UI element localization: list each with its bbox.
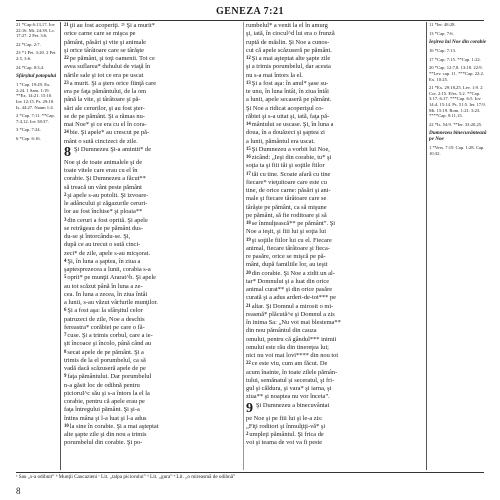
verse-number: 13	[246, 80, 251, 86]
verse-text: şi orice târâtoare care se târăşte	[64, 46, 145, 54]
verse-text: patruzeci de zile, Noe a deschis	[64, 315, 145, 323]
verse-line	[64, 105, 240, 113]
verse-line	[246, 30, 423, 38]
verse-line	[246, 385, 423, 393]
verse-text: ţii au fost acoperiţi. ²¹ Şi a murit*	[69, 22, 155, 29]
verse-text: rumbelul* a venit la el în amurg	[246, 22, 328, 29]
cross-reference: 6 *Cap. 6:16.	[16, 135, 41, 141]
verse-text: din nou pământul din cauza	[246, 327, 317, 335]
verse-number: 22	[246, 361, 251, 367]
verse-number: 3	[64, 217, 67, 223]
cross-reference: 13 *Cap. 7:6.	[429, 30, 454, 36]
verse-line	[64, 88, 240, 96]
verse-text: tar* Domnului şi a luat din orice	[246, 277, 330, 285]
verse-line	[64, 299, 240, 307]
verse-text: omului, pentru că gândul*** inimii	[246, 335, 337, 343]
cross-reference: 21 *Cap.6:13,17. Iov 22:16. Mt. 24:39. Lc. 17:27. 2 Pet. 3:6.	[16, 22, 56, 39]
verse-text: fereastra* corăbiei pe care o fă-	[64, 323, 145, 331]
verse-line	[246, 22, 423, 30]
verse-text: Şi Dumnezeu a binecuvântat	[256, 401, 330, 409]
cross-reference: 11 *Ier. 48:28.	[429, 22, 456, 27]
verse-text: voi şi teama de voi va fi peste	[246, 439, 323, 447]
verse-line	[246, 319, 423, 327]
verse-text: Noe şi de toate animalele şi de	[64, 158, 143, 166]
verse-text: curată şi a adus arderi-de-tot*** pe	[246, 294, 336, 302]
cross-reference: 22 *Is. 54:9. **Ier. 33:20,25.	[429, 121, 483, 127]
verse-text: pământ, păsări şi vite şi animale	[64, 38, 146, 46]
verse-line	[246, 80, 423, 88]
verse-line	[246, 303, 423, 311]
verse-text: mântului se uscase. Şi, în luna a	[251, 121, 334, 128]
verse-line	[246, 423, 423, 431]
verse-line	[246, 171, 423, 179]
verse-number: 24	[64, 130, 69, 136]
cross-reference: 20 *Cap. 12:7,8. 13:18. 22:9. **Lev. cap. 11. ***Cap. 22:2. Ex. 10:25.	[429, 65, 485, 82]
verse-text: Şi a fost aşa: în anul* şase su-	[251, 79, 329, 87]
verse-line	[246, 431, 423, 439]
verse-text: sări ale cerurilor, şi au fost şter-	[64, 104, 145, 112]
verse-text: avea suflarea* duhului de viaţă în	[64, 63, 151, 71]
verse-line	[64, 365, 240, 373]
verse-line	[64, 406, 240, 414]
verse-line	[64, 307, 240, 315]
verse-number: 21	[246, 303, 251, 309]
verse-text: a lunii, apele secaseră pe pământ.	[246, 96, 332, 104]
verse-line	[64, 332, 240, 340]
verse-line	[246, 39, 423, 47]
verse-text: a lunii, s-au văzut vârfurile munţilor.	[64, 299, 158, 306]
cross-reference: 2 *Cap. 7:11. **Cap. 7:4,12. Iov 38:37.	[16, 113, 55, 124]
verse-text: şi soţiile fiilor lui cu el. Fiecare	[251, 236, 332, 244]
verse-line	[246, 113, 423, 121]
verse-line	[246, 270, 423, 278]
verse-text: omului este rău din tinereţea lui;	[246, 343, 329, 351]
footnote-divider	[16, 472, 484, 473]
verse-number: 17	[246, 171, 251, 177]
verse-text: re pasăre, orice se mişcă pe pă-	[246, 253, 326, 260]
verse-line	[64, 121, 240, 129]
verse-line	[64, 200, 240, 208]
section-heading: Sfârşitul potopului	[16, 73, 57, 80]
verse-number: 20	[246, 270, 251, 276]
verse-number: 2	[246, 432, 249, 437]
verse-line	[64, 390, 240, 398]
verse-text: n-a găsit loc de odihnă pentru	[64, 381, 140, 389]
verse-text: după ce au trecut o sută cinci-	[64, 241, 141, 249]
verse-line	[246, 47, 423, 55]
verse-text: bie. Şi apele* au crescut pe pă-	[69, 129, 150, 137]
chapter-number: 8	[64, 145, 71, 159]
verse-text: Şi Noe a ridicat acoperişul co-	[246, 104, 324, 112]
footnotes: ᵃ Sau „s-a odihnit” ᵇ Munţii Caucazieni ᶜ Lit. „talpa piciorului” ᵈ Lit. „gura” ᵉ Lit. „o mireasmă de odihnă”	[16, 474, 236, 480]
verse-line	[64, 274, 240, 282]
verse-line	[64, 431, 240, 439]
verse-number: 14	[246, 122, 251, 127]
verse-line	[64, 382, 240, 390]
verse-text: le adâncului şi zăgazurile ceruri-	[64, 200, 148, 207]
verse-text: soţia ta şi fiii tăi şi soţiile fiilor	[246, 162, 325, 170]
verse-text: faţa întregului pământ. Şi şi-a	[64, 406, 140, 414]
verse-line	[64, 113, 240, 121]
verse-text: se înmulţească** pe pământ”. Şi	[251, 220, 336, 227]
verse-text: umpleţi pământul. Şi frica de	[249, 431, 324, 438]
verse-text: reasmă* plăcută^e şi Domnul a zis	[246, 310, 335, 318]
verse-line	[64, 129, 240, 137]
cross-reference: 22 *Cap. 2:7.	[16, 41, 41, 47]
verse-number: 9	[64, 374, 67, 380]
verse-text: din ceruri a fost oprită. Şi apele	[67, 216, 148, 224]
verse-text: trimis de la el porumbelul, ca să	[64, 356, 146, 364]
verse-line	[246, 72, 423, 80]
verse-line	[246, 393, 423, 401]
verse-text: doua, în a douăzeci şi şaptea zi	[246, 129, 325, 137]
right-column-rule	[426, 22, 427, 470]
verse-line	[246, 344, 423, 352]
verse-text: Şi Dumnezeu Şi-a amintit* de	[74, 145, 152, 153]
verse-text: zeci* de zile, apele s-au micşorat.	[64, 249, 151, 257]
verse-text: nările sale şi tot ce era pe uscat	[64, 71, 144, 79]
verse-text: du-se şi întorcându-se. Şi,	[64, 233, 131, 240]
verse-line	[246, 88, 423, 96]
verse-text: nu s-a mai întors la el.	[246, 71, 303, 79]
verse-text: a murit. Şi a şters orice fiinţă care	[69, 79, 157, 87]
verse-text: animal curat** şi din orice pasăre	[246, 286, 333, 293]
verse-text: acum înainte, în toate zilele pămân-	[246, 368, 338, 376]
verse-line	[64, 291, 240, 299]
verse-number: 4	[64, 258, 67, 264]
verse-text: tine, de orice carne: păsări şi ani-	[246, 187, 331, 194]
verse-line	[64, 175, 240, 183]
verse-line	[64, 423, 240, 431]
verse-line	[64, 258, 240, 266]
verse-text: în inima Sa: „Nu voi mai blestema**	[246, 319, 341, 326]
verse-text: răbiei şi s-a uitat şi, iată, faţa pă-	[246, 112, 330, 120]
cross-reference: 24 *Cap. 8:3,4.	[16, 64, 45, 70]
verse-line	[64, 283, 240, 291]
verse-text: gul şi căldura, şi vara* şi iarna, şi	[246, 385, 332, 392]
verse-text: Şi, în luna a şaptea, în ziua a	[67, 257, 141, 265]
verse-line	[64, 184, 240, 192]
verse-line	[64, 439, 240, 447]
cross-reference: 21 *Ex. 29:18,25. Lev. 1:9. 2 Cor. 2:15. Efes. 5:2. **Cap. 3:17. 6:17. ***Cap. 6:5. Iov 14:4. 15:14. Ps. 51:5. Ier. 17:9. Mt. 15:19. Rom. 1:21. 3:23. ****Cap. 9:11,15.	[429, 85, 486, 119]
verse-line	[246, 228, 423, 236]
cross-reference: 1 *Vers. 7:19. Cap. 1:28. Cap. 10:32.	[429, 145, 485, 156]
verse-number: 21	[64, 23, 69, 28]
left-column-rule	[60, 22, 61, 470]
verse-text: mai Noe* şi ce era cu el în cora-	[64, 121, 147, 128]
verse-number: 16	[246, 155, 251, 160]
section-heading: Dumnezeu binecuvântează pe Noe	[429, 130, 487, 143]
verse-text: „Fiţi roditori şi înmulţiţi-vă* şi	[246, 422, 326, 430]
verse-line	[64, 39, 240, 47]
verse-line	[246, 55, 423, 63]
verse-line	[64, 55, 240, 63]
verse-text: pe Noe şi pe fiii lui şi le-a zis:	[246, 414, 323, 422]
section-heading: Ieşirea lui Noe din corabie	[429, 39, 487, 46]
middle-column-rule	[243, 22, 244, 470]
verse-text: porumbelul din corabie. Şi po-	[64, 439, 143, 447]
verse-line	[246, 327, 423, 335]
verse-text: secat apele de pe pământ. Şi a	[67, 348, 144, 356]
verse-text: tăi cu tine. Scoate afară cu tine	[251, 170, 331, 178]
chapter-number: 9	[246, 401, 253, 415]
verse-line	[64, 324, 240, 332]
verse-text: târăşte pe pământ, ca să mişune	[246, 203, 327, 211]
verse-text: mânt, după familiile lor, au ieşit	[246, 261, 328, 269]
verse-number: 6	[64, 308, 67, 314]
header-divider	[16, 20, 484, 21]
verse-text: până la vite, şi târâtoare şi pă-	[64, 96, 141, 104]
verse-number: 2	[64, 192, 67, 198]
verse-text: mânt o sută cincizeci de zile.	[64, 137, 138, 145]
verse-number: 7	[64, 333, 67, 338]
verse-text: cuse. Şi a trimis corbul, care a ie-	[67, 332, 153, 339]
verse-text: te unu, în luna întâi, în ziua întâi	[246, 88, 329, 95]
verse-text: a lunii, pământul era uscat.	[246, 137, 315, 145]
verse-line	[246, 253, 423, 261]
verse-line	[64, 266, 240, 274]
verse-text: corabie, pentru că apele erau pe	[64, 398, 145, 405]
verse-line	[64, 72, 240, 80]
verse-text: lor au fost închise* şi ploaia**	[64, 208, 143, 216]
verse-line	[246, 439, 423, 447]
verse-text: fiecare* vieţuitoare care este cu	[246, 178, 327, 186]
verse-text: Noe a ieşit, şi fiii lui şi soţia lui	[246, 228, 327, 236]
verse-line	[64, 30, 240, 38]
verse-line	[246, 278, 423, 286]
cross-reference: 17 *Cap. 7:15. **Cap. 1:22.	[429, 56, 481, 62]
verse-line	[64, 192, 240, 200]
verse-line	[64, 357, 240, 365]
verse-line	[246, 360, 423, 368]
verse-line	[64, 415, 240, 423]
cross-reference: 3 *Cap. 7:24.	[16, 127, 41, 133]
verse-number: 18	[246, 221, 251, 226]
verse-line	[64, 340, 240, 348]
verse-text: ruptă de măslin. Şi Noe a cunos-	[246, 38, 330, 46]
verse-line	[246, 377, 423, 385]
verse-text: oprit* pe munţii Ararat^b. Şi apele	[67, 274, 156, 282]
cross-reference: 23 *1 Pet. 3:20. 2 Pet. 2:5, 3:6.	[16, 50, 57, 61]
verse-line	[64, 146, 240, 159]
verse-text: ziua** şi noaptea nu vor înceta”.	[246, 393, 330, 401]
verse-line	[246, 138, 423, 146]
verse-text: alte şapte zile şi din nou a trimis	[64, 431, 147, 438]
verse-line	[246, 220, 423, 228]
verse-text: şi apele s-au potolit. Şi izvoare-	[67, 191, 149, 199]
verse-line	[64, 233, 240, 241]
verse-text: şaptesprezecea a lunii, corabia s-a	[64, 266, 151, 273]
verse-text: zicând: „Ieşi din corabie, tu* şi	[251, 154, 332, 161]
verse-line	[246, 154, 423, 162]
verse-line	[64, 138, 240, 146]
verse-number: 8	[64, 349, 67, 355]
cross-reference: 16 *Cap. 7:13.	[429, 48, 457, 54]
verse-number: 23	[64, 80, 69, 86]
verse-text: vadă dacă scăzuseră apele de pe	[64, 365, 146, 372]
verse-line	[64, 80, 240, 88]
verse-text: cea. În luna a zecea, în ziua întâi	[64, 290, 148, 298]
cross-reference: 1 *Cap. 19:29. Ex. 2:24. 1 Sam. 1:19. **Ex. 14:21. 15:10. Iov 12:15. Ps. 29:10. Is. 44:27. Naum 1:4.	[16, 82, 55, 110]
verse-text: ce este viu, cum am făcut. De	[251, 360, 328, 368]
verse-line	[246, 286, 423, 294]
verse-line	[64, 159, 240, 167]
verse-line	[246, 121, 423, 129]
verse-line	[64, 225, 240, 233]
verse-number: 15	[246, 146, 251, 152]
verse-line	[246, 105, 423, 113]
verse-text: tului, semănatul şi seceratul, şi fri-	[246, 376, 335, 384]
verse-number: 12	[246, 56, 251, 61]
verse-text: picioruI^c său şi s-a întors la el la	[64, 389, 150, 397]
verse-text: male şi fiecare târâtoare care se	[246, 195, 327, 203]
verse-text: orice carne care se mişca pe	[64, 30, 136, 38]
verse-line	[246, 336, 423, 344]
verse-line	[64, 398, 240, 406]
verse-text: altar. Şi Domnul a mirosit o mi-	[251, 302, 334, 310]
verse-text: pe pământ, şi toţi oamenii. Tot ce	[69, 55, 155, 62]
verse-line	[246, 187, 423, 195]
verse-number: 5	[64, 275, 67, 281]
verse-line	[64, 47, 240, 55]
verse-text: era pe faţa pământului, de la om	[64, 88, 147, 95]
text-column-right	[246, 22, 423, 470]
verse-line	[246, 261, 423, 269]
verse-line	[246, 129, 423, 137]
verse-text: au tot scăzut până în luna a ze-	[64, 282, 143, 290]
verse-line	[246, 402, 423, 415]
page-header: GENEZA 7:21	[215, 6, 284, 17]
verse-line	[246, 352, 423, 360]
verse-text: nici nu voi mai lovi**** din nou tot	[246, 352, 339, 359]
verse-line	[64, 22, 240, 30]
verse-line	[64, 96, 240, 104]
verse-text: din corabie. Şi Noe a zidit un al-	[251, 269, 335, 277]
verse-line	[246, 146, 423, 154]
verse-text: toate vitele care erau cu el în	[64, 167, 138, 174]
verse-text: se de pe pământ. Şi a rămas nu-	[64, 112, 145, 120]
verse-text: cut că apele scăzuseră pe pământ.	[246, 46, 332, 54]
verse-number: 10	[64, 423, 69, 429]
verse-line	[246, 237, 423, 245]
verse-text: şit încoace şi încolo, până când au	[64, 340, 152, 348]
verse-line	[246, 294, 423, 302]
verse-line	[246, 311, 423, 319]
verse-line	[64, 167, 240, 175]
verse-text: faţa pământului. Dar porumbelul	[67, 373, 152, 381]
verse-text: Şi Dumnezeu a vorbit lui Noe,	[251, 145, 330, 153]
verse-text: Şi a mai aşteptat alte şapte zile	[251, 55, 331, 62]
verse-line	[64, 217, 240, 225]
verse-text: şi a trimis porumbelul, dar acesta	[246, 63, 331, 71]
verse-text: la sine în corabie. Şi a mai aşteptat	[69, 422, 159, 430]
verse-line	[246, 162, 423, 170]
left-cross-references	[16, 22, 57, 470]
verse-line	[64, 208, 240, 216]
verse-line	[246, 245, 423, 253]
verse-text: pe pământ, să fie roditoare şi să	[246, 211, 327, 219]
verse-line	[246, 179, 423, 187]
verse-line	[64, 63, 240, 71]
verse-text: şi, iată, în ciocul^d lui era o frunză	[246, 30, 335, 38]
verse-text: se retrăgeau de pe pământ dus-	[64, 224, 143, 232]
verse-line	[64, 250, 240, 258]
verse-line	[246, 415, 423, 423]
right-cross-references	[429, 22, 487, 470]
verse-line	[64, 349, 240, 357]
verse-line	[246, 212, 423, 220]
verse-number: 22	[64, 56, 69, 61]
verse-line	[246, 369, 423, 377]
verse-line	[64, 373, 240, 381]
verse-text: animal, fiecare târâtoare şi fieca-	[246, 244, 330, 252]
text-column-left	[64, 22, 240, 470]
verse-text: întins mâna şi l-a luat şi l-a adus	[64, 414, 147, 422]
verse-line	[246, 204, 423, 212]
verse-text: corabie. Şi Dumnezeu a făcut**	[64, 175, 146, 183]
verse-line	[246, 63, 423, 71]
verse-text: să treacă un vânt peste pământ	[64, 183, 142, 191]
page-number: 8	[16, 486, 21, 496]
verse-line	[64, 241, 240, 249]
verse-line	[64, 316, 240, 324]
verse-line	[246, 96, 423, 104]
verse-text: Şi a fost aşa: la sfârşitul celor	[67, 307, 143, 315]
verse-line	[246, 195, 423, 203]
verse-number: 19	[246, 237, 251, 243]
